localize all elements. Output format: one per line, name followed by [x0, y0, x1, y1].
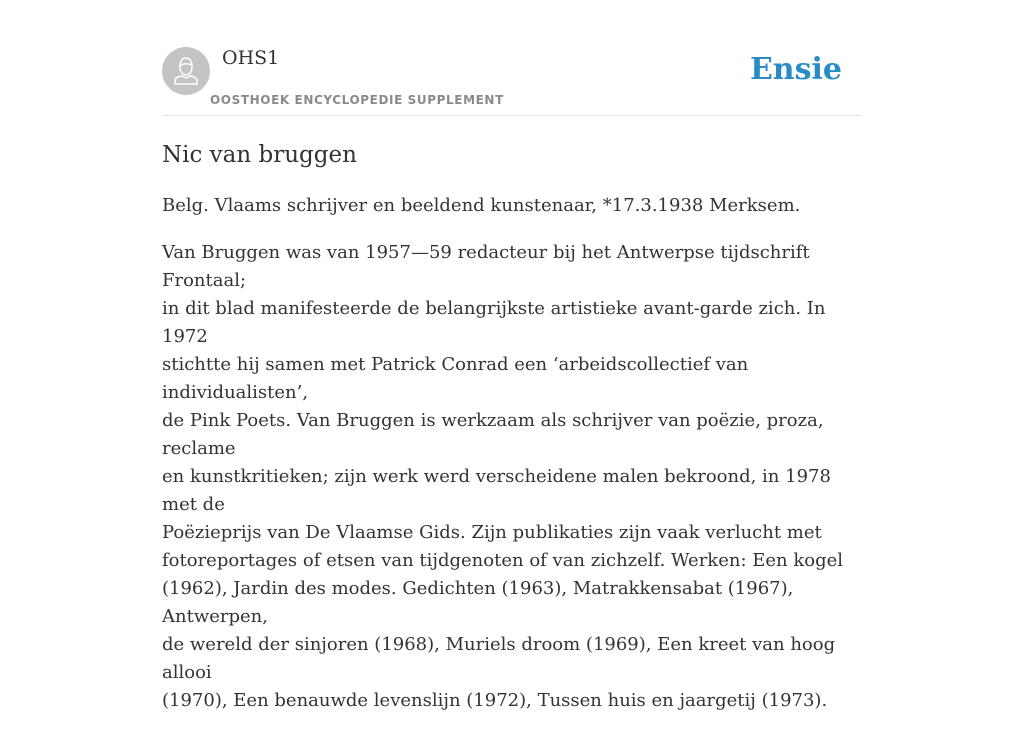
- body-line: (1970), Een benauwde levenslijn (1972), Tussen huis en jaargetij (1973).: [162, 690, 828, 711]
- article-intro: Belg. Vlaams schrijver en beeldend kunstenaar, *17.3.1938 Merksem.: [162, 195, 801, 216]
- avatar[interactable]: [162, 47, 210, 95]
- source-name[interactable]: OHS1: [222, 47, 280, 69]
- body-line: stichtte hij samen met Patrick Conrad een ‘arbeidscollectief van individualisten’,: [162, 354, 749, 403]
- body-line: en kunstkritieken; zijn werk werd verscheidene malen bekroond, in 1978 met de: [162, 466, 831, 515]
- body-line: de wereld der sinjoren (1968), Muriels droom (1969), Een kreet van hoog allooi: [162, 634, 836, 683]
- article-body: [162, 239, 862, 715]
- body-line: Poëzieprijs van De Vlaamse Gids. Zijn publikaties zijn vaak verlucht met: [162, 522, 822, 543]
- body-line: de Pink Poets. Van Bruggen is werkzaam als schrijver van poëzie, proza, reclame: [162, 410, 824, 459]
- page-title: Nic van bruggen: [162, 142, 357, 168]
- ensie-logo[interactable]: Ensie: [749, 52, 842, 87]
- source-header: [162, 46, 862, 116]
- source-subtitle: OOSTHOEK ENCYCLOPEDIE SUPPLEMENT: [210, 93, 504, 107]
- body-line: (1962), Jardin des modes. Gedichten (1963), Matrakkensabat (1967), Antwerpen,: [162, 578, 794, 627]
- body-line: in dit blad manifesteerde de belangrijkste artistieke avant-garde zich. In 1972: [162, 298, 826, 347]
- body-line: Van Bruggen was van 1957—59 redacteur bij het Antwerpse tijdschrift Frontaal;: [162, 242, 810, 291]
- article-content: [162, 192, 862, 734]
- body-line: fotoreportages of etsen van tijdgenoten of van zichzelf. Werken: Een kogel: [162, 550, 844, 571]
- user-icon: [162, 47, 210, 95]
